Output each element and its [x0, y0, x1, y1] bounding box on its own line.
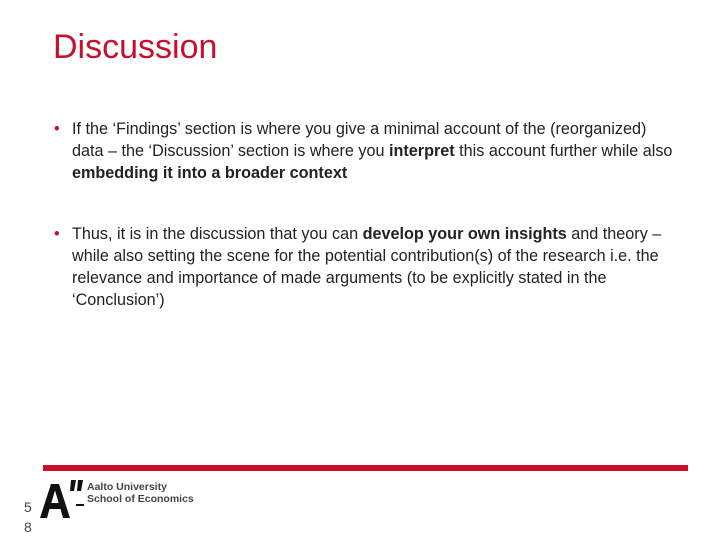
- bullet-text-run: this account further while also: [454, 142, 677, 160]
- bullet-marker: •: [54, 225, 60, 243]
- bullet-item-insights: [52, 223, 677, 311]
- footer-divider: [43, 465, 688, 471]
- page-number: 58: [24, 499, 32, 535]
- bullet-text: [72, 225, 666, 309]
- bullet-text-run: Thus, it is in the discussion that you can: [72, 225, 363, 243]
- bullet-emphasis-insights: develop your own insights: [362, 225, 567, 243]
- aalto-logo-icon: [38, 478, 84, 520]
- university-name: [87, 481, 194, 505]
- university-name-line2: School of Economics: [87, 493, 194, 505]
- slide-title: Discussion: [53, 28, 218, 66]
- bullet-text: [72, 120, 677, 182]
- bullet-list: [52, 118, 677, 311]
- bullet-emphasis-context: embedding it into a broader context: [72, 164, 348, 182]
- bullet-item-findings: [52, 118, 677, 184]
- bullet-marker: •: [54, 120, 60, 138]
- bullet-text-run: and theory – while also setting the scene for the potential contribution(s) of the research i.e. the relevance and importance of made arguments (to be explicitly stated in the ‘Conclusion’): [72, 225, 666, 309]
- bullet-text-run: If the ‘Findings’ section is where you give a minimal account of the (reorganized) data – the ‘Discussion’ section is where you: [72, 120, 651, 160]
- university-name-line1: Aalto University: [87, 481, 167, 493]
- bullet-emphasis-interpret: interpret: [389, 142, 455, 160]
